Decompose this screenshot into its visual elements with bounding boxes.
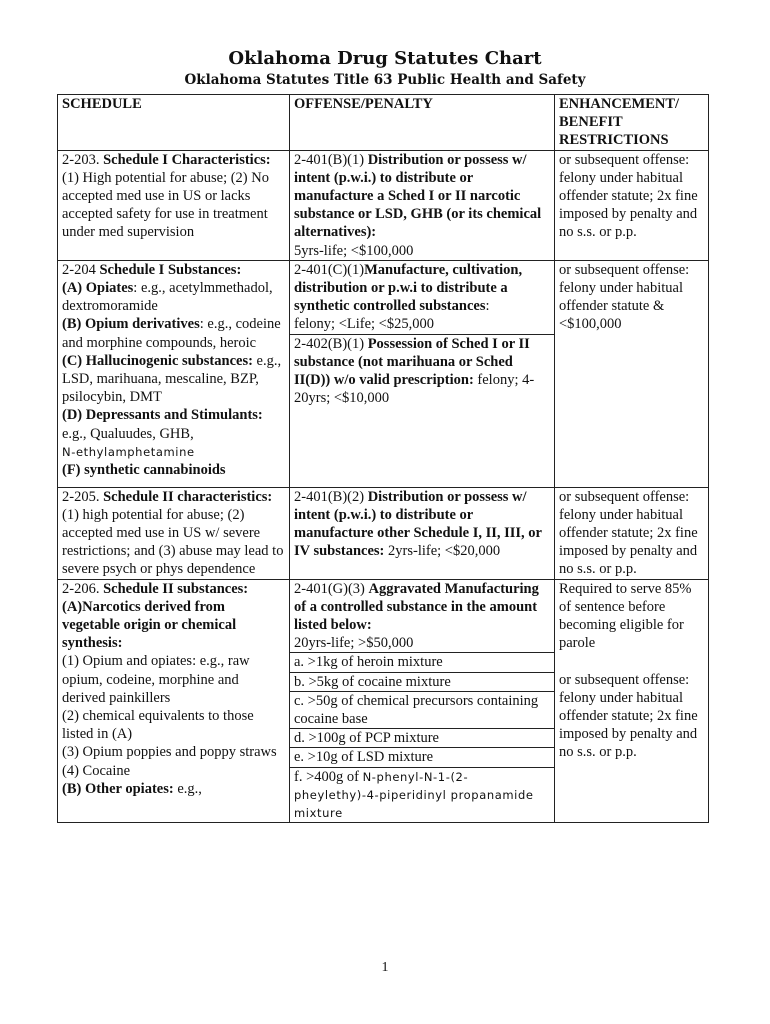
offense-cell: 2-401(G)(3) Aggravated Manufacturing of a controlled substance in the amount listed below: 20yrs-life; >$50,000 a. >1kg of heroin mixture b. >5kg of cocaine mixture c. >50g of chemical precursors containing cocaine base d. >100g of PCP mixture e. >10g of LSD mixture f. >400g of N-phenyl-N-1-(2-pheylethy)-4-piperidinyl propanamide mixture xyxy=(290,579,555,823)
table-header-row xyxy=(58,95,709,151)
enhancement-cell: Required to serve 85% of sentence before becoming eligible for parole or subsequent offense: felony under habitual offender statute; 2x fine imposed by penalty and no s.s. or p.p. xyxy=(555,579,709,823)
page-number: 1 xyxy=(381,960,389,975)
table-row xyxy=(58,487,709,579)
header-offense-penalty: OFFENSE/PENALTY xyxy=(290,95,555,151)
amount-precursors: c. >50g of chemical precursors containing cocaine base xyxy=(290,691,554,728)
drug-statutes-table xyxy=(57,94,709,823)
table-row xyxy=(58,150,709,260)
document-title: Oklahoma Drug Statutes Chart xyxy=(228,48,542,69)
enhancement-cell: or subsequent offense: felony under habitual offender statute & <$100,000 xyxy=(555,260,709,487)
schedule-cell: 2-205. Schedule II characteristics: (1) high potential for abuse; (2) accepted med use in US w/ severe restrictions; and (3) abuse may lead to severe psych or phys dependence xyxy=(58,487,290,579)
schedule-cell: 2-206. Schedule II substances: (A)Narcotics derived from vegetable origin or chemical synthesis: (1) Opium and opiates: e.g., raw opium, codeine, morphine and derived painkillers (2) chemical equivalents to those listed in (A) (3) Opium poppies and poppy straws (4) Cocaine (B) Other opiates: e.g., xyxy=(58,579,290,823)
document-subtitle: Oklahoma Statutes Title 63 Public Health and Safety xyxy=(184,72,586,88)
amount-fentanyl-analog: f. >400g of N-phenyl-N-1-(2-pheylethy)-4-piperidinyl propanamide mixture xyxy=(290,767,554,823)
amount-pcp: d. >100g of PCP mixture xyxy=(290,728,554,747)
amount-lsd: e. >10g of LSD mixture xyxy=(290,747,554,766)
enhancement-cell: or subsequent offense: felony under habitual offender statute; 2x fine imposed by penalty and no s.s. or p.p. xyxy=(555,487,709,579)
amount-heroin: a. >1kg of heroin mixture xyxy=(290,652,554,671)
header-schedule: SCHEDULE xyxy=(58,95,290,151)
schedule-cell: 2-203. Schedule I Characteristics: (1) High potential for abuse; (2) No accepted med use in US or lacks accepted safety for use in treatment under med supervision xyxy=(58,150,290,260)
offense-cell: 2-402(B)(1) Possession of Sched I or II substance (not marihuana or Sched II(D)) w/o valid prescription: felony; 4-20yrs; <$10,000 xyxy=(290,334,555,487)
offense-cell: 2-401(B)(2) Distribution or possess w/ intent (p.w.i.) to distribute or manufacture other Schedule I, II, III, or IV substances: 2yrs-life; <$20,000 xyxy=(290,487,555,579)
offense-cell: 2-401(C)(1)Manufacture, cultivation, distribution or p.w.i to distribute a synthetic controlled substances: felony; <Life; <$25,000 xyxy=(290,260,555,334)
schedule-cell: 2-204 Schedule I Substances: (A) Opiates: e.g., acetylmmethadol, dextromoramide (B) Opium derivatives: e.g., codeine and morphine compounds, heroic (C) Hallucinogenic substances: e.g., LSD, marihuana, mescaline, BZP, psilocybin, DMT (D) Depressants and Stimulants: e.g., Qualuudes, GHB, N-ethylamphetamine (F) synthetic cannabinoids xyxy=(58,260,290,487)
offense-cell: 2-401(B)(1) Distribution or possess w/ intent (p.w.i.) to distribute or manufacture a Sched I or II narcotic substance or LSD, GHB (or its chemical alternatives): 5yrs-life; <$100,000 xyxy=(290,150,555,260)
enhancement-cell: or subsequent offense: felony under habitual offender statute; 2x fine imposed by penalty and no s.s. or p.p. xyxy=(555,150,709,260)
table-row xyxy=(58,260,709,334)
header-enhancement: ENHANCEMENT/ BENEFIT RESTRICTIONS xyxy=(555,95,709,151)
table-row xyxy=(58,579,709,823)
amount-cocaine: b. >5kg of cocaine mixture xyxy=(290,672,554,691)
